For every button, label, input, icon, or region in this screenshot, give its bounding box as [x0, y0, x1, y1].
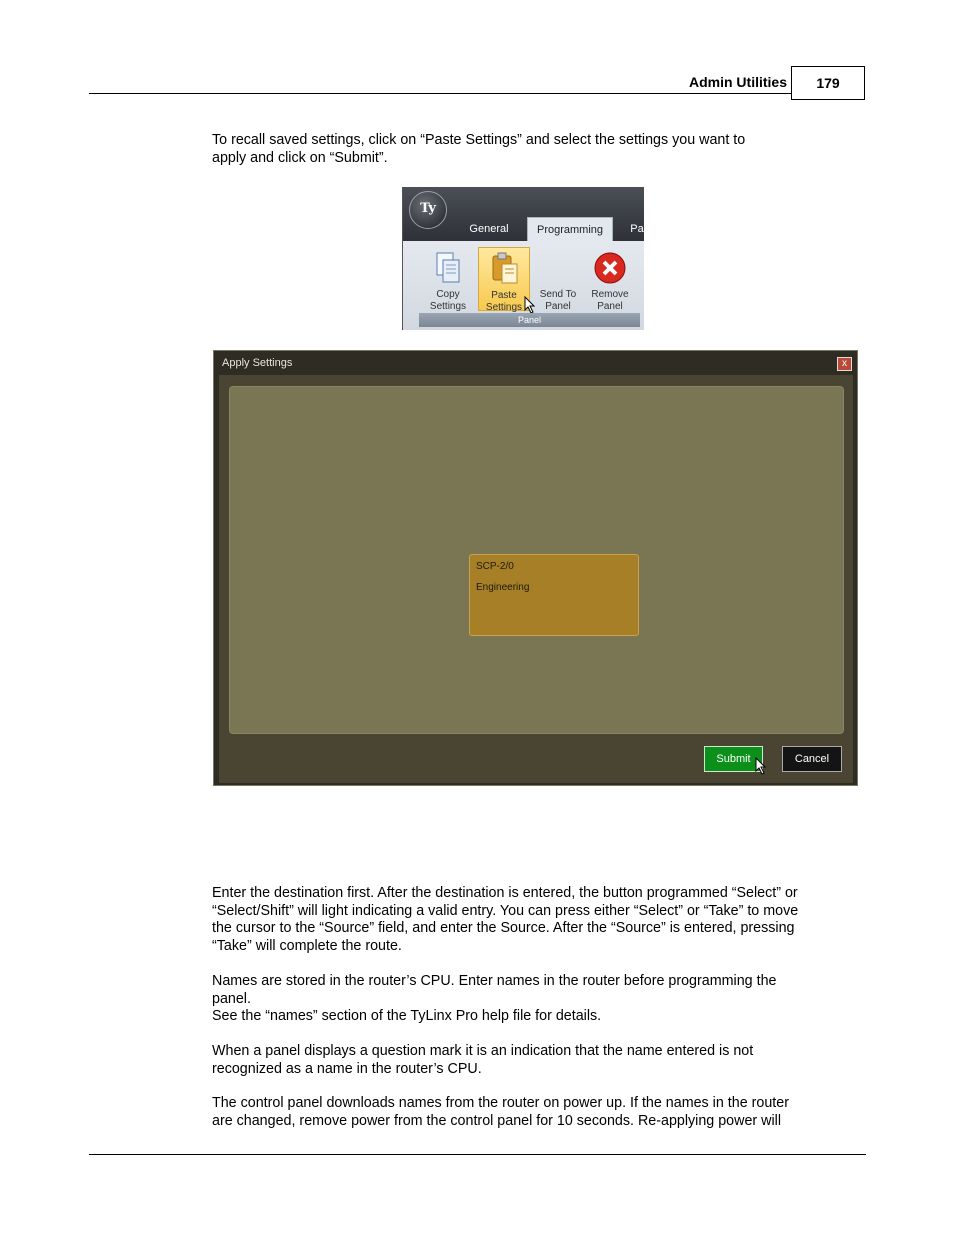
text-line: “Select/Shift” will light indicating a valid entry. You can press either “Select” or “Take” to move [212, 902, 799, 919]
names-paragraph [212, 973, 862, 1026]
apply-settings-dialog [213, 350, 858, 786]
button-label: Settings [485, 302, 523, 313]
button-label: Send To [539, 289, 577, 300]
tab-programming[interactable]: Programming [527, 217, 613, 241]
button-label: Panel [545, 301, 571, 312]
text-line: recognized as a name in the router’s CPU. [212, 1060, 482, 1077]
text-line: The control panel downloads names from the router on power up. If the names in the router [212, 1095, 789, 1111]
button-label: Paste [491, 290, 517, 301]
routing-paragraph [212, 885, 862, 955]
paste-settings-button[interactable] [478, 247, 530, 311]
page-number: 179 [791, 66, 865, 100]
intro-paragraph [212, 132, 862, 167]
button-label: Panel [597, 301, 623, 312]
copy-settings-button[interactable] [422, 247, 474, 311]
card-panel-name: SCP-2/0 [476, 561, 514, 572]
app-logo: Ty [409, 191, 447, 229]
copy-icon [435, 251, 461, 285]
header-rule [89, 93, 792, 94]
ribbon-screenshot [402, 187, 644, 330]
text-line: are changed, remove power from the control panel for 10 seconds. Re-applying power will [212, 1112, 781, 1129]
text-line: panel. [212, 990, 251, 1007]
text-line: When a panel displays a question mark it is an indication that the name entered is not [212, 1043, 754, 1059]
settings-card[interactable] [469, 554, 639, 636]
cursor-icon [524, 296, 538, 314]
section-title: Admin Utilities [688, 74, 787, 90]
button-label: Settings [429, 301, 467, 312]
text-line: Enter the destination first. After the destination is entered, the button programmed “Select” or [212, 885, 798, 901]
send-to-panel-button[interactable] [532, 247, 584, 311]
paste-icon [490, 252, 520, 286]
dialog-title: Apply Settings [222, 357, 293, 369]
card-settings-name: Engineering [476, 582, 530, 593]
tab-general[interactable]: General [469, 223, 509, 235]
ribbon-group-label: Panel [419, 313, 640, 327]
button-label: Copy [436, 289, 460, 300]
button-label: Remove [591, 289, 629, 300]
settings-list-panel [229, 386, 844, 734]
text-line: See the “names” section of the TyLinx Pro help file for details. [212, 1008, 602, 1025]
tab-partial[interactable]: Pa [630, 223, 644, 235]
text-line: Names are stored in the router’s CPU. Enter names in the router before programming the [212, 973, 777, 989]
footer-rule [89, 1154, 866, 1155]
intro-line: To recall saved settings, click on “Paste Settings” and select the settings you want to [212, 132, 746, 148]
intro-line: apply and click on “Submit”. [212, 149, 388, 166]
cancel-button[interactable]: Cancel [782, 746, 842, 772]
text-line: the cursor to the “Source” field, and enter the Source. After the “Source” is entered, pressing [212, 920, 795, 937]
remove-icon [593, 251, 627, 285]
power-up-paragraph [212, 1095, 862, 1130]
cursor-icon [755, 757, 767, 775]
question-mark-paragraph [212, 1043, 862, 1078]
close-button[interactable]: x [837, 357, 852, 371]
text-line: “Take” will complete the route. [212, 937, 402, 954]
remove-panel-button[interactable] [584, 247, 636, 311]
submit-button[interactable]: Submit [704, 746, 763, 772]
